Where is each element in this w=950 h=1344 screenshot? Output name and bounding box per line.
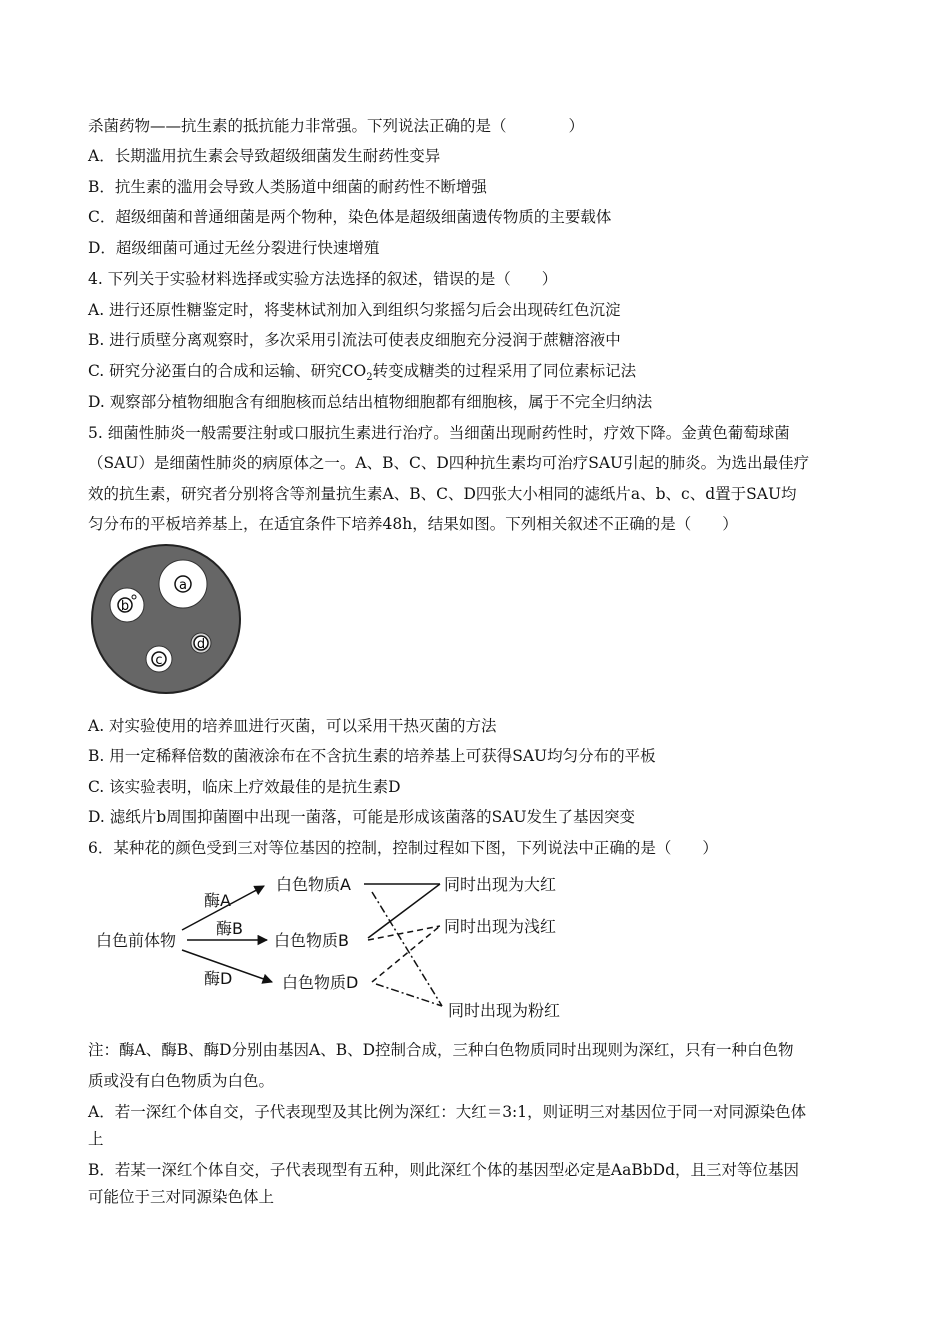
q4-option-c: C. 研究分泌蛋白的合成和运输、研究$CO_2$转变成糖类的过程采用了同位素标记法 [88, 362, 637, 384]
label-d: d [196, 637, 206, 652]
q4-option-b: B. 进行质壁分离观察时，多次采用引流法可使表皮细胞充分浸润于蔗糖溶液中 [88, 331, 621, 349]
link-d-qianhong [372, 926, 440, 982]
link-b-qianhong [368, 926, 440, 940]
q6-option-b-line-2: 可能位于三对同源染色体上 [88, 1188, 275, 1206]
q5-option-a: A. 对实验使用的培养皿进行灭菌，可以采用干热灭菌的方法 [88, 717, 497, 735]
enzyme-a-label: 酶A [204, 891, 231, 910]
q5-stem-line-2: （SAU）是细菌性肺炎的病原体之一。A、B、C、D四种抗生素均可治疗SAU引起的肺炎。为选出最佳疗 [88, 454, 810, 472]
link-d-fenhong [376, 984, 442, 1006]
q3-stem: 杀菌药物——抗生素的抵抗能力非常强。下列说法正确的是（ ） [88, 117, 585, 135]
pathway-diagram [92, 866, 582, 1026]
q5-option-b: B. 用一定稀释倍数的菌液涂布在不含抗生素的培养基上可获得SAU均匀分布的平板 [88, 747, 656, 765]
q3-option-b: B．抗生素的滥用会导致人类肠道中细菌的耐药性不断增强 [88, 178, 487, 196]
petri-dish-figure [90, 543, 242, 695]
result-fenhong: 同时出现为粉红 [448, 1001, 561, 1020]
q3-option-a: A．长期滥用抗生素会导致超级细菌发生耐药性变异 [88, 147, 441, 165]
q6-stem: 6．某种花的颜色受到三对等位基因的控制，控制过程如下图，下列说法中正确的是（ ） [88, 839, 718, 857]
enzyme-d-label: 酶D [204, 969, 233, 988]
q5-stem-line-1: 5. 细菌性肺炎一般需要注射或口服抗生素进行治疗。当细菌出现耐药性时，疗效下降。金黄色葡萄球菌 [88, 424, 790, 442]
q6-option-a-line-1: A．若一深红个体自交，子代表现型及其比例为深红：大红＝3:1，则证明三对基因位于同一对同源染色体 [88, 1103, 807, 1121]
precursor-label: 白色前体物 [96, 931, 177, 950]
label-a: a [179, 578, 187, 593]
substance-a-label: 白色物质A [276, 875, 351, 894]
q4-option-d: D. 观察部分植物细胞含有细胞核而总结出植物细胞都有细胞核，属于不完全归纳法 [88, 393, 653, 411]
label-c: c [155, 653, 163, 668]
q5-option-d: D. 滤纸片b周围抑菌圈中出现一菌落，可能是形成该菌落的SAU发生了基因突变 [88, 808, 636, 826]
enzyme-b-label: 酶B [216, 919, 243, 938]
link-b-dahong [368, 884, 440, 938]
substance-d-label: 白色物质D [282, 973, 359, 992]
substance-b-label: 白色物质B [274, 931, 349, 950]
q6-note-line-2: 质或没有白色物质为白色。 [88, 1072, 275, 1090]
label-b: b [120, 599, 130, 614]
q6-option-a-line-2: 上 [88, 1130, 104, 1148]
q5-stem-line-4: 匀分布的平板培养基上，在适宜条件下培养48h，结果如图。下列相关叙述不正确的是（ ） [88, 515, 738, 533]
q6-note-line-1: 注：酶A、酶B、酶D分别由基因A、B、D控制合成，三种白色物质同时出现则为深红，只有一种白色物 [88, 1041, 794, 1059]
q6-option-b-line-1: B．若某一深红个体自交，子代表现型有五种，则此深红个体的基因型必定是AaBbDd，且三对等位基因 [88, 1161, 799, 1179]
q4-option-a: A. 进行还原性糖鉴定时，将斐林试剂加入到组织匀浆摇匀后会出现砖红色沉淀 [88, 301, 621, 319]
result-qianhong: 同时出现为浅红 [444, 917, 557, 936]
q5-stem-line-3: 效的抗生素，研究者分别将含等剂量抗生素A、B、C、D四张大小相同的滤纸片a、b、c、d置于SAU均 [88, 485, 797, 503]
result-dahong: 同时出现为大红 [444, 875, 557, 894]
q4-stem: 4. 下列关于实验材料选择或实验方法选择的叙述，错误的是（ ） [88, 270, 558, 288]
q5-option-c: C. 该实验表明，临床上疗效最佳的是抗生素D [88, 778, 401, 796]
q3-option-c: C．超级细菌和普通细菌是两个物种，染色体是超级细菌遗传物质的主要载体 [88, 208, 612, 226]
q3-option-d: D．超级细菌可通过无丝分裂进行快速增殖 [88, 239, 380, 257]
